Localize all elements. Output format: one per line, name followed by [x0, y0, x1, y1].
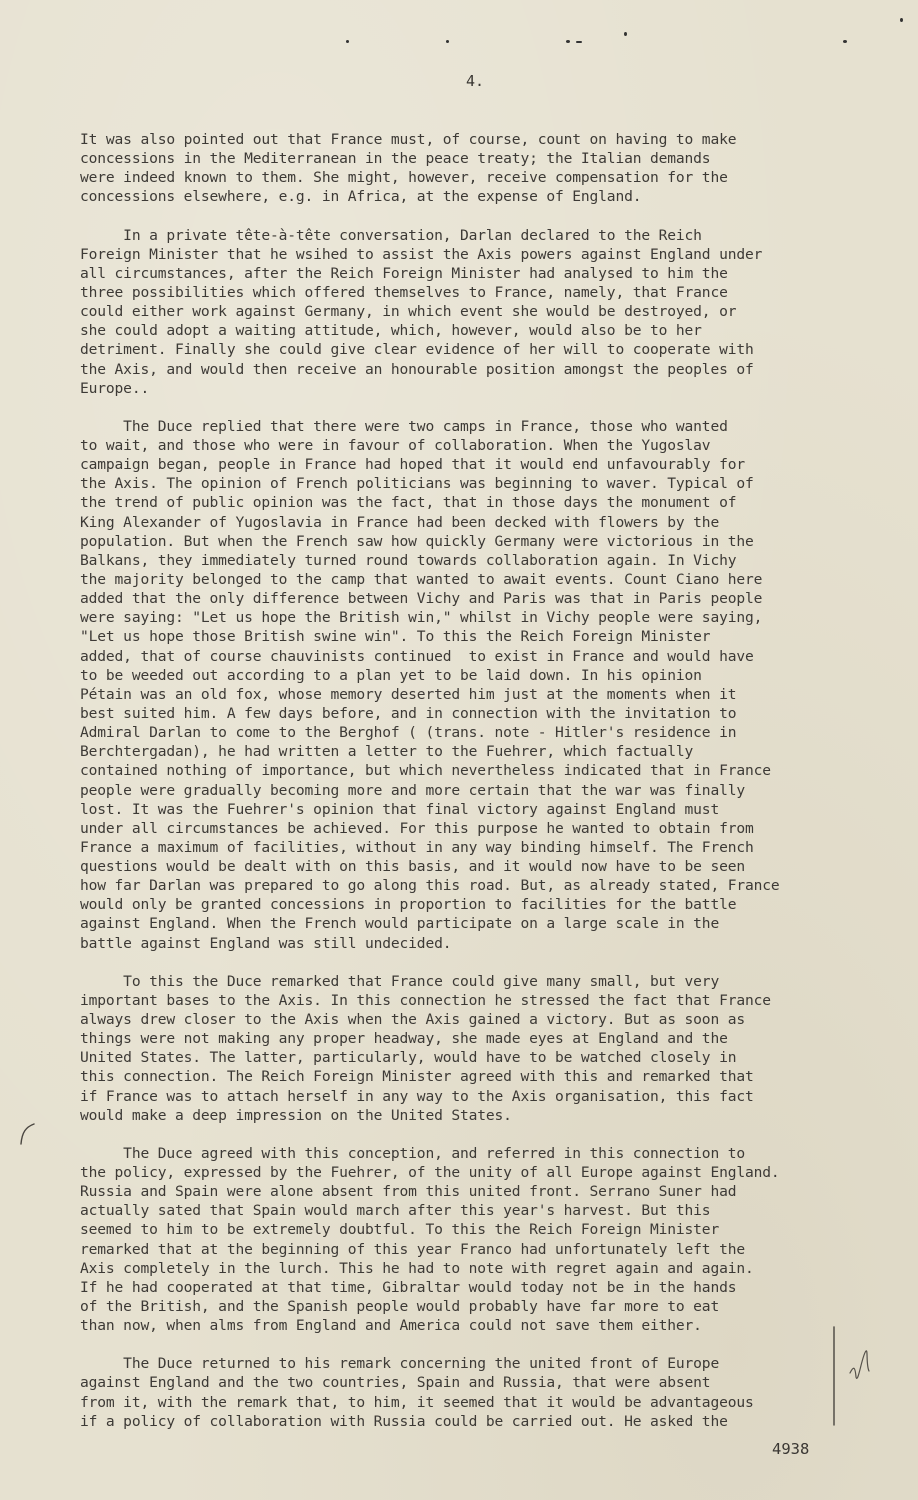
text-line: Axis completely in the lurch. This he had to note with regret again and again. — [80, 1259, 754, 1277]
speck — [346, 40, 349, 43]
text-line: would only be granted concessions in proportion to facilities for the battle — [80, 896, 737, 914]
text-line: added, that of course chauvinists continued to exist in France and would have — [80, 647, 754, 665]
text-line: if a policy of collaboration with Russia could be carried out. He asked the — [80, 1412, 728, 1430]
text-line: than now, when alms from England and America could not save them either. — [80, 1317, 702, 1335]
document-number: 4938 — [772, 1440, 810, 1458]
paragraph — [80, 226, 870, 398]
text-line: were saying: "Let us hope the British win," whilst in Vichy people were saying, — [80, 609, 763, 627]
speck — [843, 40, 847, 43]
text-line: United States. The latter, particularly, would have to be watched closely in — [80, 1049, 737, 1067]
text-line: best suited him. A few days before, and in connection with the invitation to — [80, 704, 737, 722]
text-line: France a maximum of facilities, without in any way binding himself. The French — [80, 838, 754, 856]
text-line: "Let us hope those British swine win". To this the Reich Foreign Minister — [80, 628, 711, 646]
text-line: Russia and Spain were alone absent from this united front. Serrano Suner had — [80, 1183, 737, 1201]
text-line: It was also pointed out that France must, of course, count on having to make — [80, 131, 737, 148]
text-line: seemed to him to be extremely doubtful. To this the Reich Foreign Minister — [80, 1221, 720, 1239]
text-line: the Axis. The opinion of French politicians was beginning to waver. Typical of — [80, 475, 754, 493]
page-number: 4. — [466, 72, 485, 90]
text-line: the Axis, and would then receive an honourable position amongst the peoples of — [80, 360, 754, 378]
text-line: could either work against Germany, in which event she would be destroyed, or — [80, 303, 737, 321]
text-line: all circumstances, after the Reich Foreign Minister had analysed to him the — [80, 264, 728, 282]
text-line: questions would be dealt with on this basis, and it would now have to be seen — [80, 858, 745, 876]
text-line: Admiral Darlan to come to the Berghof ( (trans. note - Hitler's residence in — [80, 724, 737, 742]
text-line: added that the only difference between Vichy and Paris was that in Paris people — [80, 590, 763, 608]
text-line: The Duce returned to his remark concerning the united front of Europe — [80, 1355, 720, 1373]
speck — [446, 40, 449, 43]
text-line: were indeed known to them. She might, however, receive compensation for the — [80, 169, 728, 187]
pencil-mark-icon — [18, 1122, 36, 1146]
document-body — [80, 130, 870, 1450]
paragraph — [80, 1144, 870, 1335]
paragraph — [80, 417, 870, 953]
text-line: The Duce agreed with this conception, and referred in this connection to — [80, 1144, 745, 1162]
text-line: against England. When the French would participate on a large scale in the — [80, 915, 720, 933]
text-line: actually sated that Spain would march after this year's harvest. But this — [80, 1202, 711, 1220]
speck — [576, 41, 582, 43]
text-line: to wait, and those who were in favour of collaboration. When the Yugoslav — [80, 436, 711, 454]
text-line: Berchtergadan), he had written a letter to the Fuehrer, which factually — [80, 743, 694, 761]
text-line: battle against England was still undecided. — [80, 934, 452, 952]
text-line: people were gradually becoming more and more certain that the war was finally — [80, 781, 745, 799]
speck — [566, 40, 570, 43]
text-line: remarked that at the beginning of this year Franco had unfortunately left the — [80, 1240, 745, 1258]
text-line: To this the Duce remarked that France could give many small, but very — [80, 972, 720, 990]
text-line: campaign began, people in France had hoped that it would end unfavourably for — [80, 456, 745, 474]
text-line: King Alexander of Yugoslavia in France had been decked with flowers by the — [80, 513, 720, 531]
speck — [624, 32, 627, 36]
text-line: she could adopt a waiting attitude, which, however, would also be to her — [80, 322, 702, 340]
text-line: always drew closer to the Axis when the Axis gained a victory. But as soon as — [80, 1011, 745, 1029]
text-line: Foreign Minister that he wsihed to assist the Axis powers against England under — [80, 245, 763, 263]
text-line: lost. It was the Fuehrer's opinion that final victory against England must — [80, 800, 720, 818]
text-line: against England and the two countries, Spain and Russia, that were absent — [80, 1374, 711, 1392]
text-line: to be weeded out according to a plan yet to be laid down. In his opinion — [80, 666, 702, 684]
paragraph — [80, 130, 870, 207]
text-line: In a private tête-à-tête conversation, Darlan declared to the Reich — [80, 226, 702, 244]
text-line: the trend of public opinion was the fact, that in those days the monument of — [80, 494, 737, 512]
paragraph — [80, 1354, 870, 1431]
text-line: how far Darlan was prepared to go along this road. But, as already stated, France — [80, 877, 780, 895]
text-line: Europe.. — [80, 379, 150, 397]
margin-bracket-annotation — [828, 1325, 888, 1430]
paragraph — [80, 972, 870, 1125]
text-line: population. But when the French saw how quickly Germany were victorious in the — [80, 532, 754, 550]
text-line: contained nothing of importance, but which nevertheless indicated that in France — [80, 762, 771, 780]
text-line: The Duce replied that there were two camps in France, those who wanted — [80, 417, 728, 435]
text-line: concessions elsewhere, e.g. in Africa, at the expense of England. — [80, 188, 642, 206]
text-line: from it, with the remark that, to him, it seemed that it would be advantageous — [80, 1393, 754, 1411]
text-line: under all circumstances be achieved. For this purpose he wanted to obtain from — [80, 819, 754, 837]
text-line: this connection. The Reich Foreign Minister agreed with this and remarked that — [80, 1068, 754, 1086]
text-line: three possibilities which offered themselves to France, namely, that France — [80, 283, 728, 301]
text-line: if France was to attach herself in any way to the Axis organisation, this fact — [80, 1087, 754, 1105]
text-line: the policy, expressed by the Fuehrer, of the unity of all Europe against England. — [80, 1164, 780, 1182]
text-line: would make a deep impression on the United States. — [80, 1106, 512, 1124]
speck — [900, 18, 903, 22]
text-line: the majority belonged to the camp that wanted to await events. Count Ciano here — [80, 570, 763, 588]
text-line: things were not making any proper headway, she made eyes at England and the — [80, 1030, 728, 1048]
text-line: concessions in the Mediterranean in the peace treaty; the Italian demands — [80, 150, 711, 168]
text-line: If he had cooperated at that time, Gibraltar would today not be in the hands — [80, 1278, 737, 1296]
text-line: important bases to the Axis. In this connection he stressed the fact that France — [80, 991, 771, 1009]
text-line: detriment. Finally she could give clear evidence of her will to cooperate with — [80, 341, 754, 359]
text-line: Pétain was an old fox, whose memory deserted him just at the moments when it — [80, 685, 737, 703]
text-line: Balkans, they immediately turned round towards collaboration again. In Vichy — [80, 551, 737, 569]
text-line: of the British, and the Spanish people would probably have far more to eat — [80, 1298, 720, 1316]
